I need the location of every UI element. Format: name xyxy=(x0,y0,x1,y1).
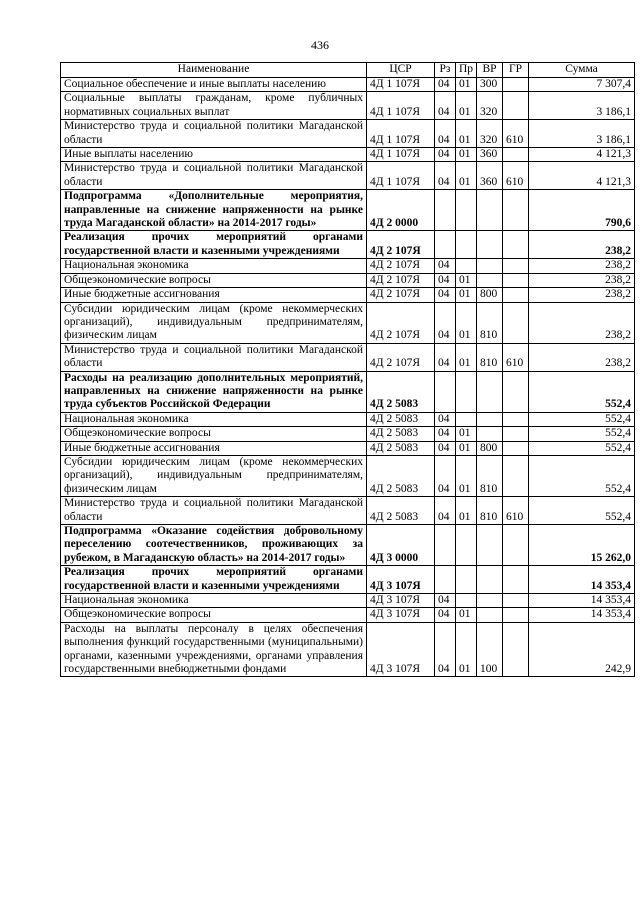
cell-csr: 4Д 2 107Я xyxy=(367,231,435,259)
table-header-row xyxy=(61,63,635,78)
cell-csr: 4Д 1 107Я xyxy=(367,148,435,162)
cell-sum: 14 353,4 xyxy=(529,566,635,594)
budget-table xyxy=(60,62,635,677)
cell-name: Расходы на выплаты персоналу в целях обеспечения выполнения функций государственными (муниципальными) органами, казенными учреждениями, органами управления государственными внебюджетными фондами xyxy=(61,622,367,677)
header-gr: ГР xyxy=(503,63,529,78)
cell-pr: 01 xyxy=(456,148,477,162)
cell-rz: 04 xyxy=(435,78,456,92)
cell-csr: 4Д 3 107Я xyxy=(367,594,435,608)
cell-gr xyxy=(503,608,529,622)
cell-pr: 01 xyxy=(456,288,477,302)
cell-csr: 4Д 2 107Я xyxy=(367,259,435,273)
cell-rz: 04 xyxy=(435,120,456,148)
cell-pr xyxy=(456,525,477,566)
cell-csr: 4Д 2 5083 xyxy=(367,455,435,496)
cell-rz: 04 xyxy=(435,455,456,496)
cell-pr xyxy=(456,566,477,594)
cell-gr xyxy=(503,288,529,302)
cell-sum: 552,4 xyxy=(529,412,635,426)
cell-pr: 01 xyxy=(456,455,477,496)
header-csr: ЦСР xyxy=(367,63,435,78)
cell-rz: 04 xyxy=(435,412,456,426)
cell-vr xyxy=(477,594,503,608)
cell-pr xyxy=(456,412,477,426)
table-row xyxy=(61,190,635,231)
cell-sum: 238,2 xyxy=(529,302,635,343)
cell-pr: 01 xyxy=(456,92,477,120)
cell-vr: 810 xyxy=(477,455,503,496)
cell-vr: 810 xyxy=(477,497,503,525)
cell-sum: 238,2 xyxy=(529,231,635,259)
cell-csr: 4Д 2 5083 xyxy=(367,371,435,412)
cell-name: Национальная экономика xyxy=(61,412,367,426)
table-row xyxy=(61,497,635,525)
cell-gr: 610 xyxy=(503,497,529,525)
cell-pr: 01 xyxy=(456,441,477,455)
cell-gr xyxy=(503,566,529,594)
cell-csr: 4Д 3 107Я xyxy=(367,608,435,622)
cell-csr: 4Д 2 5083 xyxy=(367,412,435,426)
cell-rz: 04 xyxy=(435,259,456,273)
cell-csr: 4Д 2 5083 xyxy=(367,497,435,525)
cell-pr: 01 xyxy=(456,497,477,525)
cell-name: Министерство труда и социальной политики Магаданской области xyxy=(61,497,367,525)
cell-pr: 01 xyxy=(456,622,477,677)
table-row xyxy=(61,92,635,120)
cell-csr: 4Д 2 5083 xyxy=(367,427,435,441)
cell-vr xyxy=(477,427,503,441)
cell-vr: 800 xyxy=(477,441,503,455)
cell-csr: 4Д 1 107Я xyxy=(367,78,435,92)
cell-gr xyxy=(503,302,529,343)
cell-gr xyxy=(503,371,529,412)
cell-sum: 14 353,4 xyxy=(529,608,635,622)
table-row xyxy=(61,566,635,594)
cell-name: Иные бюджетные ассигнования xyxy=(61,441,367,455)
cell-name: Иные бюджетные ассигнования xyxy=(61,288,367,302)
cell-gr xyxy=(503,190,529,231)
table-row xyxy=(61,259,635,273)
cell-csr: 4Д 3 0000 xyxy=(367,525,435,566)
cell-csr: 4Д 1 107Я xyxy=(367,162,435,190)
cell-gr xyxy=(503,273,529,287)
table-row xyxy=(61,412,635,426)
cell-rz xyxy=(435,231,456,259)
cell-sum: 4 121,3 xyxy=(529,148,635,162)
cell-sum: 242,9 xyxy=(529,622,635,677)
table-row xyxy=(61,343,635,371)
cell-gr: 610 xyxy=(503,343,529,371)
cell-sum: 238,2 xyxy=(529,273,635,287)
cell-csr: 4Д 2 0000 xyxy=(367,190,435,231)
cell-pr: 01 xyxy=(456,608,477,622)
table-row xyxy=(61,231,635,259)
cell-name: Субсидии юридическим лицам (кроме некоммерческих организаций), индивидуальным предпринимателям, физическим лицам xyxy=(61,455,367,496)
cell-gr xyxy=(503,231,529,259)
cell-name: Министерство труда и социальной политики Магаданской области xyxy=(61,120,367,148)
cell-rz xyxy=(435,566,456,594)
table-row xyxy=(61,608,635,622)
table-row xyxy=(61,288,635,302)
cell-gr xyxy=(503,594,529,608)
cell-csr: 4Д 1 107Я xyxy=(367,120,435,148)
cell-vr xyxy=(477,412,503,426)
cell-vr: 810 xyxy=(477,343,503,371)
cell-pr: 01 xyxy=(456,120,477,148)
cell-name: Министерство труда и социальной политики Магаданской области xyxy=(61,343,367,371)
cell-sum: 238,2 xyxy=(529,288,635,302)
header-vr: ВР xyxy=(477,63,503,78)
cell-gr: 610 xyxy=(503,120,529,148)
page-number: 436 xyxy=(311,38,329,52)
cell-sum: 552,4 xyxy=(529,441,635,455)
cell-vr xyxy=(477,273,503,287)
cell-gr xyxy=(503,525,529,566)
cell-csr: 4Д 2 107Я xyxy=(367,288,435,302)
cell-name: Иные выплаты населению xyxy=(61,148,367,162)
cell-rz: 04 xyxy=(435,273,456,287)
cell-name: Подпрограмма «Оказание содействия добровольному переселению соотечественников, проживающих за рубежом, в Магаданскую область» на 2014-2017 годы» xyxy=(61,525,367,566)
cell-rz: 04 xyxy=(435,162,456,190)
cell-name: Национальная экономика xyxy=(61,594,367,608)
cell-vr xyxy=(477,525,503,566)
cell-name: Подпрограмма «Дополнительные мероприятия, направленные на снижение напряженности на рынке труда Магаданской области» на 2014-2017 годы» xyxy=(61,190,367,231)
cell-csr: 4Д 2 107Я xyxy=(367,343,435,371)
cell-sum: 7 307,4 xyxy=(529,78,635,92)
cell-vr xyxy=(477,231,503,259)
cell-name: Субсидии юридическим лицам (кроме некоммерческих организаций), индивидуальным предпринимателям, физическим лицам xyxy=(61,302,367,343)
cell-gr xyxy=(503,441,529,455)
cell-rz: 04 xyxy=(435,302,456,343)
cell-vr: 320 xyxy=(477,92,503,120)
cell-name: Расходы на реализацию дополнительных мероприятий, направленных на снижение напряженности на рынке труда субъектов Российской Федерации xyxy=(61,371,367,412)
cell-gr xyxy=(503,427,529,441)
cell-sum: 15 262,0 xyxy=(529,525,635,566)
cell-vr: 320 xyxy=(477,120,503,148)
cell-pr xyxy=(456,371,477,412)
cell-rz xyxy=(435,525,456,566)
table-row xyxy=(61,162,635,190)
cell-sum: 3 186,1 xyxy=(529,92,635,120)
cell-pr: 01 xyxy=(456,427,477,441)
cell-sum: 238,2 xyxy=(529,259,635,273)
cell-vr: 360 xyxy=(477,148,503,162)
cell-pr: 01 xyxy=(456,78,477,92)
cell-csr: 4Д 3 107Я xyxy=(367,566,435,594)
cell-rz: 04 xyxy=(435,343,456,371)
cell-name: Министерство труда и социальной политики Магаданской области xyxy=(61,162,367,190)
cell-vr xyxy=(477,371,503,412)
cell-name: Национальная экономика xyxy=(61,259,367,273)
cell-vr xyxy=(477,259,503,273)
table-row xyxy=(61,441,635,455)
cell-pr xyxy=(456,190,477,231)
cell-gr xyxy=(503,78,529,92)
table-row xyxy=(61,273,635,287)
table-row xyxy=(61,302,635,343)
cell-name: Социальные выплаты гражданам, кроме публичных нормативных социальных выплат xyxy=(61,92,367,120)
cell-gr xyxy=(503,455,529,496)
cell-rz xyxy=(435,190,456,231)
cell-vr xyxy=(477,608,503,622)
cell-rz: 04 xyxy=(435,622,456,677)
cell-pr xyxy=(456,231,477,259)
cell-gr xyxy=(503,622,529,677)
cell-gr xyxy=(503,148,529,162)
cell-name: Реализация прочих мероприятий органами государственной власти и казенными учреждениями xyxy=(61,231,367,259)
header-pr: Пр xyxy=(456,63,477,78)
cell-pr: 01 xyxy=(456,162,477,190)
cell-rz: 04 xyxy=(435,594,456,608)
cell-name: Реализация прочих мероприятий органами государственной власти и казенными учреждениями xyxy=(61,566,367,594)
table-row xyxy=(61,622,635,677)
cell-name: Социальное обеспечение и иные выплаты населению xyxy=(61,78,367,92)
cell-csr: 4Д 2 107Я xyxy=(367,302,435,343)
cell-rz: 04 xyxy=(435,148,456,162)
cell-rz: 04 xyxy=(435,497,456,525)
cell-rz: 04 xyxy=(435,441,456,455)
cell-sum: 4 121,3 xyxy=(529,162,635,190)
cell-gr xyxy=(503,412,529,426)
cell-name: Общеэкономические вопросы xyxy=(61,427,367,441)
cell-sum: 552,4 xyxy=(529,497,635,525)
cell-vr: 100 xyxy=(477,622,503,677)
table-row xyxy=(61,594,635,608)
cell-vr: 360 xyxy=(477,162,503,190)
cell-vr: 810 xyxy=(477,302,503,343)
table-row xyxy=(61,427,635,441)
table-row xyxy=(61,148,635,162)
table-row xyxy=(61,455,635,496)
cell-rz: 04 xyxy=(435,427,456,441)
header-rz: Рз xyxy=(435,63,456,78)
cell-gr xyxy=(503,92,529,120)
cell-pr: 01 xyxy=(456,343,477,371)
cell-csr: 4Д 3 107Я xyxy=(367,622,435,677)
cell-csr: 4Д 2 5083 xyxy=(367,441,435,455)
cell-vr: 800 xyxy=(477,288,503,302)
table-row xyxy=(61,120,635,148)
cell-pr xyxy=(456,259,477,273)
cell-sum: 3 186,1 xyxy=(529,120,635,148)
cell-sum: 552,4 xyxy=(529,455,635,496)
cell-sum: 238,2 xyxy=(529,343,635,371)
cell-sum: 552,4 xyxy=(529,371,635,412)
cell-gr xyxy=(503,259,529,273)
cell-name: Общеэкономические вопросы xyxy=(61,273,367,287)
cell-sum: 552,4 xyxy=(529,427,635,441)
table-row xyxy=(61,78,635,92)
cell-pr: 01 xyxy=(456,273,477,287)
cell-sum: 14 353,4 xyxy=(529,594,635,608)
cell-gr: 610 xyxy=(503,162,529,190)
cell-rz: 04 xyxy=(435,608,456,622)
cell-vr xyxy=(477,566,503,594)
cell-name: Общеэкономические вопросы xyxy=(61,608,367,622)
cell-csr: 4Д 1 107Я xyxy=(367,92,435,120)
cell-csr: 4Д 2 107Я xyxy=(367,273,435,287)
cell-sum: 790,6 xyxy=(529,190,635,231)
header-name: Наименование xyxy=(61,63,367,78)
cell-vr: 300 xyxy=(477,78,503,92)
cell-pr: 01 xyxy=(456,302,477,343)
cell-pr xyxy=(456,594,477,608)
cell-vr xyxy=(477,190,503,231)
table-row xyxy=(61,525,635,566)
cell-rz xyxy=(435,371,456,412)
cell-rz: 04 xyxy=(435,92,456,120)
table-row xyxy=(61,371,635,412)
header-sum: Сумма xyxy=(529,63,635,78)
cell-rz: 04 xyxy=(435,288,456,302)
